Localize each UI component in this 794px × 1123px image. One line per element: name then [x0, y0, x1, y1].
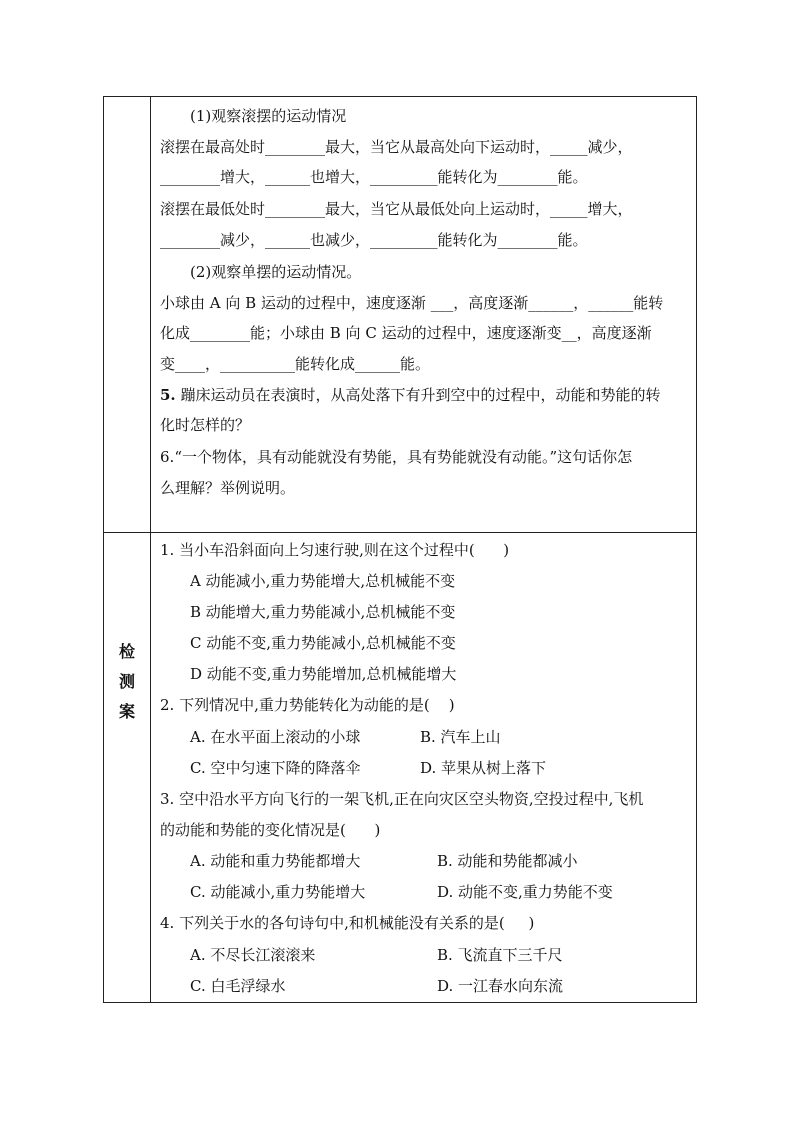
q4-stem: 4. 下列关于水的各句诗句中,和机械能没有关系的是( ) — [160, 914, 535, 932]
q1-option-a: A 动能减小,重力势能增大,总机械能不变 — [190, 572, 456, 590]
question-5-cont: 化时怎样的？ — [160, 416, 251, 434]
q4-option-a: A. 不尽长江滚滚来 — [190, 946, 316, 964]
question-text: 蹦床运动员在表演时，从高处落下有升到空中的过程中，动能和势能的转 — [180, 386, 661, 404]
fill-line: 滚摆在最低处时________最大，当它从最低处向上运动时，_____增大， — [160, 200, 633, 218]
q3-option-d: D. 动能不变,重力势能不变 — [437, 883, 613, 901]
q2-option-c: C. 空中匀速下降的降落伞 — [190, 759, 361, 777]
q2-stem: 2. 下列情况中,重力势能转化为动能的是( ) — [160, 696, 455, 714]
worksheet-table — [103, 96, 697, 1003]
section-label-test — [104, 637, 150, 727]
q3-stem-cont: 的动能和势能的变化情况是( ) — [160, 821, 381, 839]
q1-stem: 1. 当小车沿斜面向上匀速行驶,则在这个过程中( ) — [160, 541, 510, 559]
column-divider — [150, 97, 151, 1002]
q1-option-b: B 动能增大,重力势能减小,总机械能不变 — [190, 603, 456, 621]
fill-line: 小球由 A 向 B 运动的过程中，速度逐渐 ___，高度逐渐______，______能转 — [160, 294, 664, 312]
row-divider — [104, 532, 696, 533]
q4-option-b: B. 飞流直下三千尺 — [437, 946, 563, 964]
q2-option-b: B. 汽车上山 — [420, 728, 501, 746]
q3-option-c: C. 动能减小,重力势能增大 — [190, 883, 366, 901]
q2-option-a: A. 在水平面上滚动的小球 — [190, 728, 361, 746]
q4-option-d: D. 一江春水向东流 — [437, 977, 564, 995]
section-label-char: 检 — [118, 642, 135, 661]
fill-line: ________减少，______也减少，_________能转化为________能。 — [160, 231, 588, 249]
fill-line: 化成________能；小球由 B 向 C 运动的过程中，速度逐渐变__，高度逐渐 — [160, 324, 652, 342]
fill-line: 变____，__________能转化成______能。 — [160, 355, 431, 373]
q2-option-d: D. 苹果从树上落下 — [420, 759, 547, 777]
q3-option-a: A. 动能和重力势能都增大 — [190, 852, 361, 870]
question-6 — [160, 447, 632, 467]
question-5 — [160, 385, 660, 405]
subheading-simple-pendulum: (2)观察单摆的运动情况。 — [190, 263, 362, 281]
question-number: 5. — [160, 386, 176, 404]
question-text: “一个物体，具有动能就没有势能，具有势能就没有动能。”这句话你怎 — [174, 448, 633, 466]
question-6-cont: 么理解？举例说明。 — [160, 479, 296, 497]
fill-line: ________增大，______也增大，_________能转化为________能。 — [160, 168, 588, 186]
q3-stem: 3. 空中沿水平方向飞行的一架飞机,正在向灾区空头物资,空投过程中,飞机 — [160, 790, 644, 808]
section-label-char: 案 — [118, 702, 135, 721]
fill-line: 滚摆在最高处时________最大，当它从最高处向下运动时，_____减少， — [160, 138, 633, 156]
section-label-char: 测 — [118, 672, 135, 691]
q1-option-d: D 动能不变,重力势能增加,总机械能增大 — [190, 665, 457, 683]
question-number: 6. — [160, 448, 175, 466]
q1-option-c: C 动能不变,重力势能减小,总机械能不变 — [190, 634, 456, 652]
q4-option-c: C. 白毛浮绿水 — [190, 977, 286, 995]
subheading-rolling-pendulum: (1)观察滚摆的运动情况 — [190, 107, 347, 125]
q3-option-b: B. 动能和势能都减小 — [437, 852, 578, 870]
